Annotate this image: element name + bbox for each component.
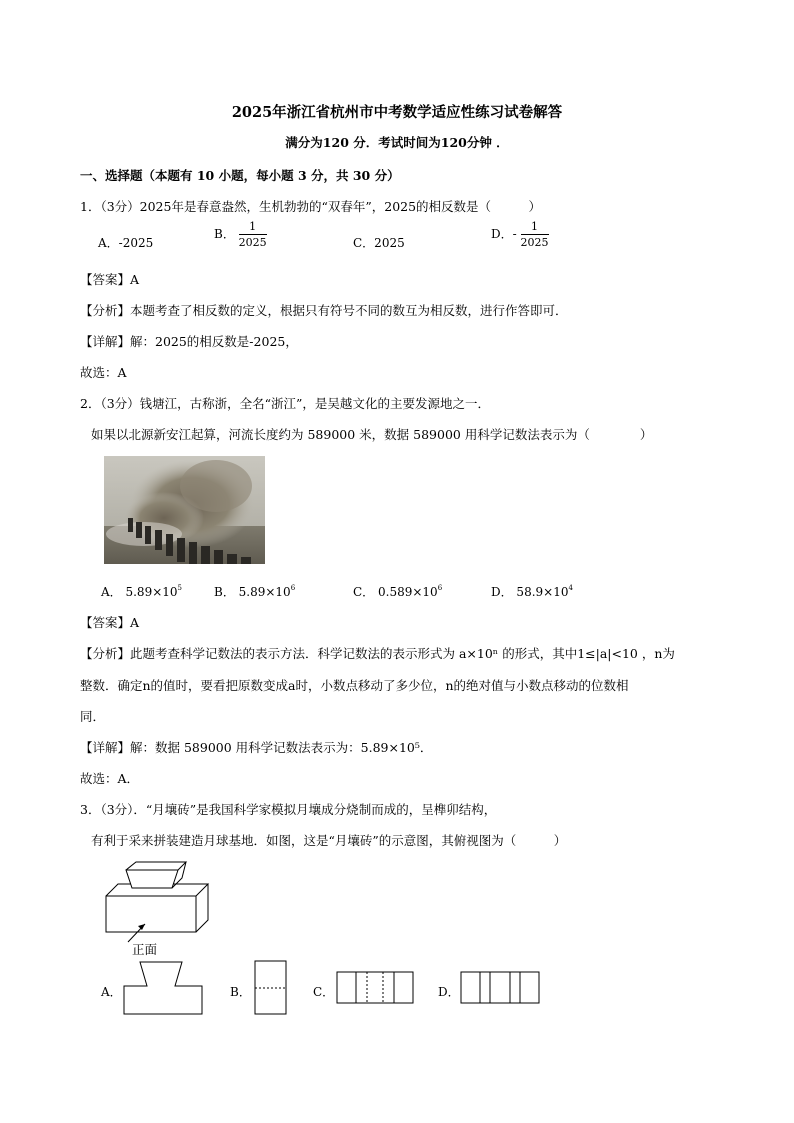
tide-photo-svg: [104, 456, 265, 564]
q2-analysis-line2: 整数．确定n的值时，要看把原数变成a时，小数点移动了多少位，n的绝对值与小数点移动的位数相: [80, 678, 629, 693]
q1-option-b-denominator: 2025: [238, 236, 267, 249]
q1-choose: 故选：A: [80, 365, 127, 380]
q1-option-b-numerator: 1: [239, 221, 267, 235]
q1-option-b-prefix: B．: [214, 227, 235, 241]
q3-option-b-label: B．: [230, 985, 251, 999]
q1-option-c: C．2025: [353, 236, 405, 250]
section-heading: 一、选择题（本题有 10 小题，每小题 3 分，共 30 分）: [80, 168, 400, 183]
q3-stem-continued: 有利于采来拼装建造月球基地．如图，这是“月壤砖”的示意图，其俯视图为（ ）: [91, 833, 567, 848]
qiantang-tide-photo: [104, 456, 265, 564]
q3-option-c-figure: [336, 971, 416, 1008]
q1-option-a: A．-2025: [98, 236, 154, 250]
q3-stem: 3．（3分）．“月壤砖”是我国科学家模拟月壤成分烧制而成的，呈榫卯结构，: [80, 802, 497, 817]
q1-answer: 【答案】A: [80, 272, 140, 287]
q2-stem: 2．（3分）钱塘江，古称浙，全名“浙江”，是吴越文化的主要发源地之一．: [80, 396, 490, 411]
q1-stem: 1．（3分）2025年是春意盎然，生机勃勃的“双春年”，2025的相反数是（ ）: [80, 199, 542, 214]
q3-option-d-label: D．: [438, 985, 460, 999]
q3-option-a-svg: [120, 960, 206, 1016]
page-title: 2025年浙江省杭州市中考数学适应性练习试卷解答: [231, 104, 563, 121]
q2-option-b-text: B． 5.89×10: [214, 585, 291, 599]
q1-option-b: [214, 221, 267, 248]
q3-option-a-label: A．: [101, 985, 122, 999]
q3-option-c-svg: [336, 971, 416, 1005]
q2-option-d-exponent: 4: [568, 584, 573, 592]
moon-brick-figure: [98, 858, 218, 961]
q2-option-c: [353, 583, 442, 600]
q1-option-d: [491, 221, 549, 248]
front-face-label: 正面: [132, 942, 158, 957]
q2-option-c-text: C． 0.589×10: [353, 585, 438, 599]
q2-choose: 故选：A．: [80, 771, 140, 786]
q2-option-b: [214, 583, 295, 600]
q2-option-d: [491, 583, 573, 600]
q2-analysis-line3: 同．: [80, 709, 106, 724]
page-subtitle: 满分为120 分．考试时间为120分钟 ．: [285, 135, 509, 150]
q2-option-d-text: D． 58.9×10: [491, 585, 569, 599]
q1-option-d-prefix: D．-: [491, 227, 517, 241]
q3-option-a-figure: [120, 960, 206, 1019]
q1-analysis: 【分析】本题考查了相反数的定义，根据只有符号不同的数互为相反数，进行作答即可．: [80, 303, 568, 318]
q1-option-b-fraction: [239, 221, 267, 248]
moon-brick-svg: [98, 858, 218, 958]
q2-analysis-line1: 【分析】此题考查科学记数法的表示方法．科学记数法的表示形式为 a×10ⁿ 的形式，其中1≤|a|<10 ，n为: [80, 646, 675, 661]
q1-option-d-denominator: 2025: [520, 236, 549, 249]
q2-detail: 【详解】解：数据 589000 用科学记数法表示为：5.89×10⁵．: [80, 740, 433, 755]
q3-option-c-label: C．: [313, 985, 335, 999]
q3-option-b-figure: [254, 960, 288, 1019]
q2-option-a-text: A． 5.89×10: [101, 585, 178, 599]
q2-stem-continued: 如果以北源新安江起算，河流长度约为 589000 米，数据 589000 用科学记数法表示为（ ）: [91, 427, 653, 442]
q2-option-c-exponent: 6: [437, 584, 443, 592]
q3-option-d-figure: [460, 971, 542, 1008]
q1-option-d-fraction: [521, 221, 549, 248]
q2-option-a: [101, 583, 182, 600]
q2-option-b-exponent: 6: [290, 584, 296, 592]
q2-answer: 【答案】A: [80, 615, 140, 630]
q3-option-b-svg: [254, 960, 288, 1016]
q2-option-a-exponent: 5: [177, 584, 182, 592]
q1-option-d-numerator: 1: [521, 221, 549, 235]
q1-detail: 【详解】解：2025的相反数是-2025，: [80, 334, 298, 349]
q3-option-d-svg: [460, 971, 542, 1005]
